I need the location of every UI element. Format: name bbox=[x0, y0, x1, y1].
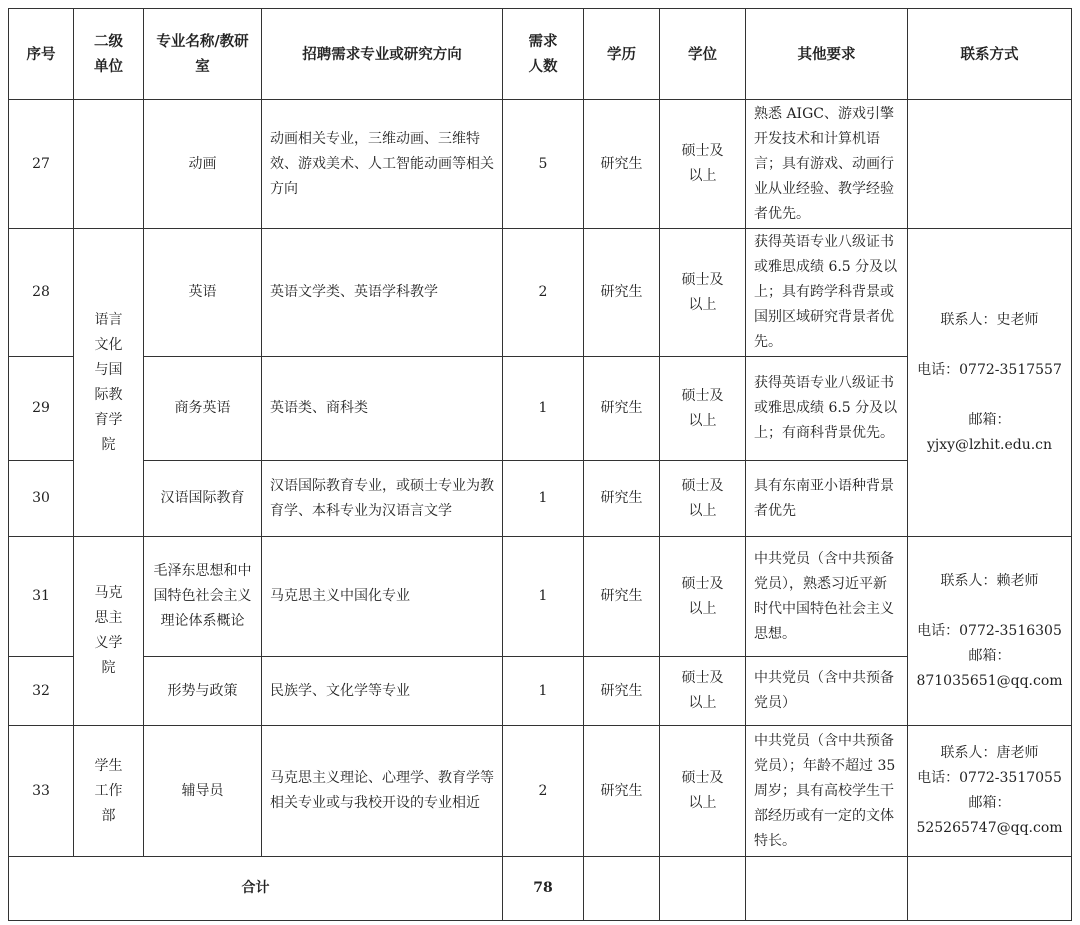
cell-major: 商务英语 bbox=[144, 357, 262, 461]
cell-major: 动画 bbox=[144, 100, 262, 229]
cell-education: 研究生 bbox=[584, 537, 660, 657]
contact-email-label: 邮箱： bbox=[968, 795, 1011, 811]
cell-degree: 硕士及以上 bbox=[660, 726, 746, 857]
empty-cell bbox=[908, 857, 1072, 921]
contact-email[interactable]: 525265747@qq.com bbox=[916, 820, 1063, 836]
header-no: 序号 bbox=[9, 9, 74, 100]
cell-other: 熟悉 AIGC、游戏引擎开发技术和计算机语言；具有游戏、动画行业从业经验、教学经验者优先。 bbox=[746, 100, 908, 229]
contact-person: 联系人：史老师 bbox=[940, 311, 1039, 328]
cell-degree: 硕士及以上 bbox=[660, 461, 746, 537]
cell-education: 研究生 bbox=[584, 726, 660, 857]
table-row bbox=[9, 229, 1072, 357]
header-major: 专业名称/教研室 bbox=[144, 9, 262, 100]
header-row bbox=[9, 9, 1072, 100]
cell-count: 2 bbox=[503, 726, 584, 857]
cell-count: 1 bbox=[503, 461, 584, 537]
contact-phone: 电话：0772-3517055 bbox=[917, 770, 1062, 786]
cell-no: 27 bbox=[9, 100, 74, 229]
cell-major: 汉语国际教育 bbox=[144, 461, 262, 537]
cell-other: 中共党员（含中共预备党员） bbox=[746, 657, 908, 726]
cell-unit: 语言文化与国际教育学院 bbox=[74, 229, 144, 537]
cell-contact bbox=[908, 537, 1072, 726]
cell-other: 获得英语专业八级证书或雅思成绩 6.5 分及以上；具有跨学科背景或国别区域研究背景者优先。 bbox=[746, 229, 908, 357]
contact-email[interactable]: yjxy@lzhit.edu.cn bbox=[926, 436, 1053, 453]
contact-email-label: 邮箱： bbox=[968, 411, 1011, 428]
contact-phone: 电话：0772-3517557 bbox=[917, 361, 1062, 378]
cell-no: 29 bbox=[9, 357, 74, 461]
empty-cell bbox=[746, 857, 908, 921]
empty-cell bbox=[584, 857, 660, 921]
cell-direction: 英语类、商科类 bbox=[262, 357, 503, 461]
cell-education: 研究生 bbox=[584, 229, 660, 357]
contact-phone: 电话：0772-3516305 bbox=[917, 622, 1062, 639]
cell-direction: 马克思主义理论、心理学、教育学等相关专业或与我校开设的专业相近 bbox=[262, 726, 503, 857]
header-other: 其他要求 bbox=[746, 9, 908, 100]
cell-count: 5 bbox=[503, 100, 584, 229]
cell-no: 31 bbox=[9, 537, 74, 657]
cell-no: 28 bbox=[9, 229, 74, 357]
total-label: 合计 bbox=[9, 857, 503, 921]
cell-direction: 动画相关专业，三维动画、三维特效、游戏美术、人工智能动画等相关方向 bbox=[262, 100, 503, 229]
cell-direction: 马克思主义中国化专业 bbox=[262, 537, 503, 657]
cell-count: 1 bbox=[503, 537, 584, 657]
cell-other: 具有东南亚小语种背景者优先 bbox=[746, 461, 908, 537]
cell-no: 33 bbox=[9, 726, 74, 857]
cell-unit: 学生工作部 bbox=[74, 726, 144, 857]
table-row bbox=[9, 726, 1072, 857]
table-row bbox=[9, 537, 1072, 657]
cell-other: 中共党员（含中共预备党员）；年龄不超过 35 周岁；具有高校学生干部经历或有一定的文体特长。 bbox=[746, 726, 908, 857]
cell-count: 2 bbox=[503, 229, 584, 357]
table-row bbox=[9, 100, 1072, 229]
cell-direction: 英语文学类、英语学科教学 bbox=[262, 229, 503, 357]
cell-major: 辅导员 bbox=[144, 726, 262, 857]
empty-cell bbox=[660, 857, 746, 921]
header-direction: 招聘需求专业或研究方向 bbox=[262, 9, 503, 100]
header-contact: 联系方式 bbox=[908, 9, 1072, 100]
cell-major: 毛泽东思想和中国特色社会主义理论体系概论 bbox=[144, 537, 262, 657]
cell-count: 1 bbox=[503, 657, 584, 726]
cell-unit bbox=[74, 100, 144, 229]
cell-direction: 民族学、文化学等专业 bbox=[262, 657, 503, 726]
cell-degree: 硕士及以上 bbox=[660, 657, 746, 726]
header-education: 学历 bbox=[584, 9, 660, 100]
total-row bbox=[9, 857, 1072, 921]
cell-other: 中共党员（含中共预备党员），熟悉习近平新时代中国特色社会主义思想。 bbox=[746, 537, 908, 657]
contact-person: 联系人：赖老师 bbox=[940, 572, 1039, 589]
cell-no: 32 bbox=[9, 657, 74, 726]
header-degree: 学位 bbox=[660, 9, 746, 100]
contact-email-label: 邮箱： bbox=[968, 647, 1011, 664]
cell-education: 研究生 bbox=[584, 357, 660, 461]
header-count: 需求人数 bbox=[503, 9, 584, 100]
cell-degree: 硕士及以上 bbox=[660, 537, 746, 657]
header-unit: 二级单位 bbox=[74, 9, 144, 100]
cell-other: 获得英语专业八级证书或雅思成绩 6.5 分及以上；有商科背景优先。 bbox=[746, 357, 908, 461]
cell-unit: 马克思主义学院 bbox=[74, 537, 144, 726]
cell-degree: 硕士及以上 bbox=[660, 229, 746, 357]
cell-no: 30 bbox=[9, 461, 74, 537]
cell-education: 研究生 bbox=[584, 461, 660, 537]
cell-direction: 汉语国际教育专业，或硕士专业为教育学、本科专业为汉语言文学 bbox=[262, 461, 503, 537]
total-count: 78 bbox=[503, 857, 584, 921]
recruitment-table bbox=[8, 8, 1072, 921]
cell-degree: 硕士及以上 bbox=[660, 100, 746, 229]
cell-major: 形势与政策 bbox=[144, 657, 262, 726]
cell-contact bbox=[908, 229, 1072, 537]
cell-education: 研究生 bbox=[584, 657, 660, 726]
contact-email[interactable]: 871035651@qq.com bbox=[916, 672, 1063, 689]
cell-education: 研究生 bbox=[584, 100, 660, 229]
cell-count: 1 bbox=[503, 357, 584, 461]
cell-contact bbox=[908, 726, 1072, 857]
cell-contact bbox=[908, 100, 1072, 229]
cell-major: 英语 bbox=[144, 229, 262, 357]
contact-person: 联系人：唐老师 bbox=[940, 745, 1039, 761]
cell-degree: 硕士及以上 bbox=[660, 357, 746, 461]
